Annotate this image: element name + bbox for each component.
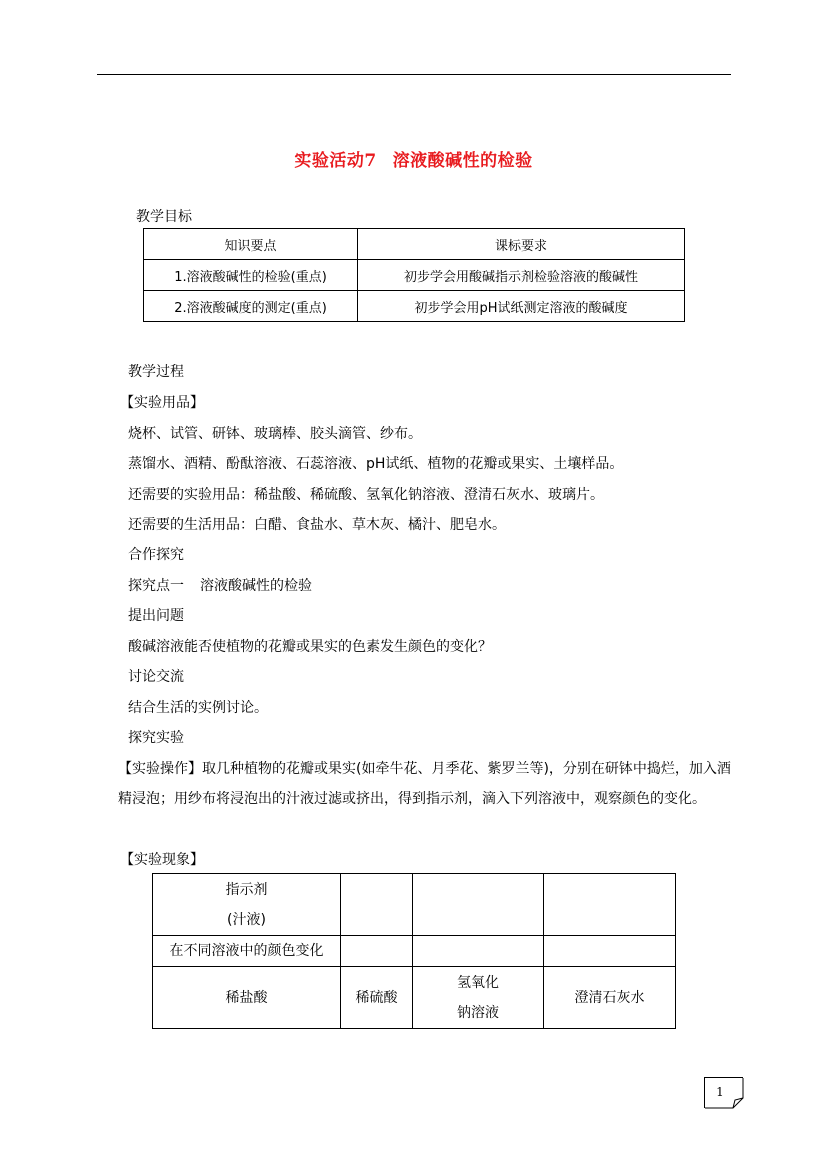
page-number-box	[704, 1077, 743, 1108]
table-row	[144, 229, 685, 260]
solution-cell: 稀硫酸	[341, 967, 413, 1029]
solution-cell: 澄清石灰水	[544, 967, 676, 1029]
discuss-text: 结合生活的实例讨论。	[128, 700, 268, 716]
goals-label: 教学目标	[136, 209, 192, 225]
solution-cell	[413, 967, 544, 1029]
phenomenon-heading: 【实验现象】	[120, 852, 204, 868]
indicator-cell	[153, 874, 341, 936]
color-change-cell: 在不同溶液中的颜色变化	[153, 936, 341, 967]
phenomenon-table	[152, 873, 676, 1029]
table-cell: 2.溶液酸碱度的测定(重点)	[144, 291, 358, 322]
operation-paragraph	[118, 754, 732, 814]
table-header-cell: 知识要点	[144, 229, 358, 260]
point1-label: 探究点一	[128, 578, 184, 594]
table-row	[153, 874, 676, 936]
question-text: 酸碱溶液能否使植物的花瓣或果实的色素发生颜色的变化？	[128, 639, 492, 655]
solution-line: 氢氧化	[457, 974, 499, 991]
table-cell	[544, 936, 676, 967]
table-cell: 1.溶液酸碱性的检验(重点)	[144, 260, 358, 291]
goals-table	[143, 228, 685, 322]
process-label: 教学过程	[128, 364, 184, 380]
materials-heading: 【实验用品】	[120, 395, 204, 411]
table-cell	[544, 874, 676, 936]
materials-line: 还需要的实验用品：稀盐酸、稀硫酸、氢氧化钠溶液、澄清石灰水、玻璃片。	[128, 487, 604, 503]
table-header-cell: 课标要求	[358, 229, 685, 260]
solution-line: 钠溶液	[457, 1004, 499, 1021]
indicator-line: (汁液)	[227, 911, 266, 928]
table-cell	[341, 874, 413, 936]
table-cell	[413, 874, 544, 936]
point1-heading	[128, 577, 312, 595]
table-row	[153, 967, 676, 1029]
operation-text: 取几种植物的花瓣或果实(如牵牛花、月季花、紫罗兰等)，分别在研钵中捣烂，加入酒精浸泡；用纱布将浸泡出的汁液过滤或挤出，得到指示剂，滴入下列溶液中，观察颜色的变化。	[118, 761, 731, 807]
materials-line: 蒸馏水、酒精、酚酞溶液、石蕊溶液、pH试纸、植物的花瓣或果实、土壤样品。	[128, 456, 624, 472]
materials-line: 还需要的生活用品：白醋、食盐水、草木灰、橘汁、肥皂水。	[128, 517, 506, 533]
title-activity: 实验活动7	[294, 151, 377, 171]
table-cell: 初步学会用pH试纸测定溶液的酸碱度	[358, 291, 685, 322]
page-title	[0, 146, 827, 171]
materials-line: 烧杯、试管、研钵、玻璃棒、胶头滴管、纱布。	[128, 426, 422, 442]
coop-label: 合作探究	[128, 547, 184, 563]
page-number: 1	[716, 1085, 724, 1099]
discuss-label: 讨论交流	[128, 669, 184, 685]
indicator-line: 指示剂	[225, 881, 268, 898]
solution-cell: 稀盐酸	[153, 967, 341, 1029]
experiment-label: 探究实验	[128, 730, 184, 746]
table-row	[144, 260, 685, 291]
table-row	[144, 291, 685, 322]
title-topic: 溶液酸碱性的检验	[392, 151, 533, 171]
question-label: 提出问题	[128, 608, 184, 624]
table-cell	[413, 936, 544, 967]
table-cell	[341, 936, 413, 967]
table-row	[153, 936, 676, 967]
header-rule	[97, 74, 731, 75]
operation-heading: 【实验操作】	[118, 761, 202, 777]
table-cell: 初步学会用酸碱指示剂检验溶液的酸碱性	[358, 260, 685, 291]
point1-title: 溶液酸碱性的检验	[200, 578, 312, 594]
